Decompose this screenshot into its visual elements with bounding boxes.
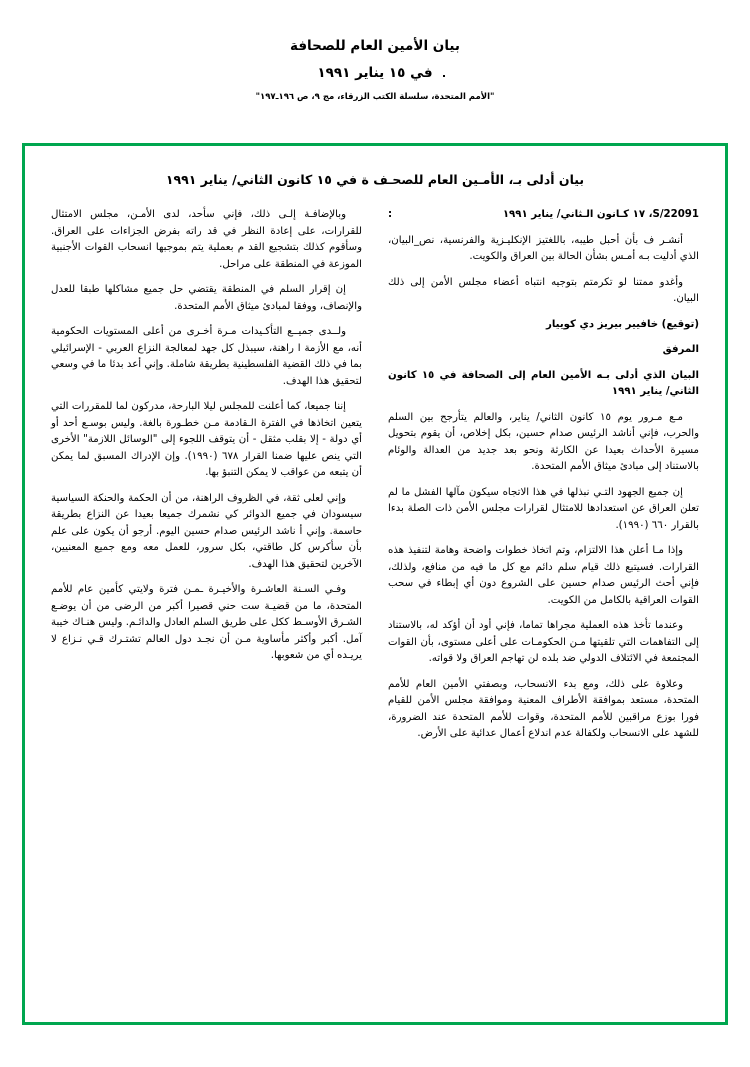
annex-label: المرفق bbox=[662, 344, 699, 356]
document-header bbox=[34, 38, 716, 102]
left-para-4: إننا جميعا، كما أعلنت للمجلس ليلا البارحة، مدركون لما للمقررات التي يتعين اتخاذها في الفترة الـقادمة مـن خطـورة بالغة. وليس بوسـع أحد أو أي دولة - إلا بقلب مثقل - أن يتوقف اللجوء إلى "الوسائل اللازمة" الأخرى التي ينص عليها ضمنا القرار ٦٧٨ (١٩٩٠). وإن الإدراك المسبق لما يمكن أن يتبعه من عواقب لا يمكن التنبؤ بها. bbox=[51, 401, 362, 479]
header-title: بيان الأمين العام للصحافة bbox=[290, 38, 460, 54]
document-symbol-colon: : bbox=[388, 209, 393, 220]
header-source: "الأمم المتحدة، سلسلة الكتب الزرقاء، مج ٩، ص ١٩٦ـ١٩٧" bbox=[255, 92, 495, 102]
left-para-5: وإني لعلى ثقة، في الظروف الراهنة، من أن الحكمة والحنكة السياسية سيسودان في جميع الدوائر كي نشمرك جميعا بعيدا عن النزاع بطريقة حاسمة. وإني أ ناشد الرئيس صدام حسين اليوم. أرجو أن يكون على علم بأن سأكرس كل طاقتي، بكل سرور، للعمل معه ومع جميع المعنيين، الآخرين لتحقيق هذا الهدف. bbox=[51, 492, 362, 570]
green-framed-box bbox=[22, 143, 728, 1025]
document-symbol-text: S/22091، ١٧ كـانون الـثاني/ يناير ١٩٩١ bbox=[502, 209, 699, 220]
left-column bbox=[51, 207, 362, 674]
header-date: في ١٥ يناير ١٩٩١ bbox=[317, 65, 433, 81]
annex-para-5: وعلاوة على ذلك، ومع بدء الانسحاب، وبصفتي الأمين العام للأمم المتحدة، مستعد بموافقة الأطراف المعنية وموافقة مجلس الأمن للقيام فورا بوزع مراقبين للأمم المتحدة، وقوات للأمم المتحدة عند الضرورة، للشهد على الانسحاب ولكفالة عدم اندلاع أعمال عدائية على الأرض. bbox=[388, 678, 699, 740]
annex-title: البيان الذي أدلى بـه الأمين العام إلى الصحافة في ١٥ كانون الثاني/ يناير ١٩٩١ bbox=[388, 369, 699, 398]
document-symbol-line bbox=[388, 207, 699, 224]
annex-para-2: إن جميع الجهود التـي نبذلها في هذا الاتجاه سيكون مآلها الفشل ما لم تعلن العراق عن استعدادها للامتثال لقرارات مجلس الأمن ذات الصلة بدءا بالقرار ٦٦٠ (١٩٩٠). bbox=[388, 486, 699, 531]
signature-line: (توقيع) خافيير بيريز دي كوييار bbox=[545, 318, 699, 330]
box-title: بيان أدلى بـ، الأمـين العام للصحـف ة في ١٥ كانون الثاني/ يناير ١٩٩١ bbox=[165, 172, 585, 187]
left-para-6: وفـي السـنة العاشـرة والأخيـرة ـمـن فترة ولايتي كأمين عام للأمم المتحدة، ما من قضيـة ست حني قصيرا أكبر من الرضى من أن يوضـع الشـرق الأوسـط ككل على طريق السلم العادل والدائـم. وليس هنـاك خيبة آمل. أكبر وأكثر مأساوية مـن أن نجـد دول العالم تشتـرك قـي نـزاع لا يريـده أي من شعوبها. bbox=[51, 584, 362, 662]
left-para-3: ولــدى جميــع التأكـيدات مـرة أخـرى من أعلى المستويات الحكومية أنه، مع الأزمة ا راهنة، سيبذل كل جهد لمعالجة النزاع العربي - الإسرائيلي بما في ذلك القضية الفلسطينية بطريقة شاملة. وإني أعد بدئا ما في وسعي لتحقيق هذا الهدف. bbox=[51, 326, 362, 387]
left-para-1: وبالإضافـة إلـى ذلك، فإني سأحد، لدى الأمـن، مجلس الامتثال للقرارات، على إعادة النظر في قد راته بفرض الجزاءات على العراق. وسأقوم كذلك بتشجيع القد م بعملية يتم بموجبها انسحاب القوات الأجنبية الموزعة في المنطقة على مراحل. bbox=[51, 209, 362, 270]
right-column bbox=[388, 207, 699, 752]
right-para-2: وأغدو ممتنا لو تكرمتم بتوجيه انتباه أعضاء مجلس الأمن إلى ذلك البيان. bbox=[388, 276, 699, 305]
annex-para-1: مـع مـرور يوم ١٥ كانون الثاني/ يناير، والعالم يتأرجح بين السلم والحرب، فإني أناشد الرئيس صدام حسين، بكل إخلاص، أن يقوم بتحويل مسيرة الأحداث بعيدا عن الكارثة ونحو بعد جديد من العدالة والوئام بالاستناد إلى مبادئ ميثاق الأمم المتحدة. bbox=[388, 411, 699, 473]
annex-para-3: وإذا مـا أعلن هذا الالتزام، وتم اتخاذ خطوات واضحة وهامة لتنفيذ هذه القرارات. فسيتبع ذلك قيام سلم دائم مع كل ما فيه من منافع، ولذلك، فإني أحث الرئيس صدام حسين على الشروع دون أي إبطاء في سحب القوات العراقية بالكامل من الكويت. bbox=[388, 545, 699, 606]
right-para-1: أنشـر ف بأن أحبل طيبه، باللغتيز الإنكليـزية والفرنسية، نص_البيان، الذي أدليت بـه أمـس بشأن الحالة بين العراق والكويت. bbox=[388, 234, 699, 263]
left-para-2: إن إقرار السلم في المنطقة يقتضي حل جميع مشاكلها طبقا للعدل والإنصاف، ووفقا لمبادئ ميثاق الأمم المتحدة. bbox=[51, 284, 362, 312]
two-column-layout bbox=[51, 207, 699, 752]
annex-para-4: وعندما تأخذ هذه العملية مجراها تماما، فإني أود أن أؤكد له، بالاستناد إلى التفاهمات التي تلقيتها مـن الحكومـات على أعلى مستوى، بأن القوات المجتمعة في الائتلاف الدولي ضد بلده لن تهاجم العراق ولا قواته. bbox=[388, 620, 699, 665]
header-dot-mark bbox=[443, 75, 445, 77]
